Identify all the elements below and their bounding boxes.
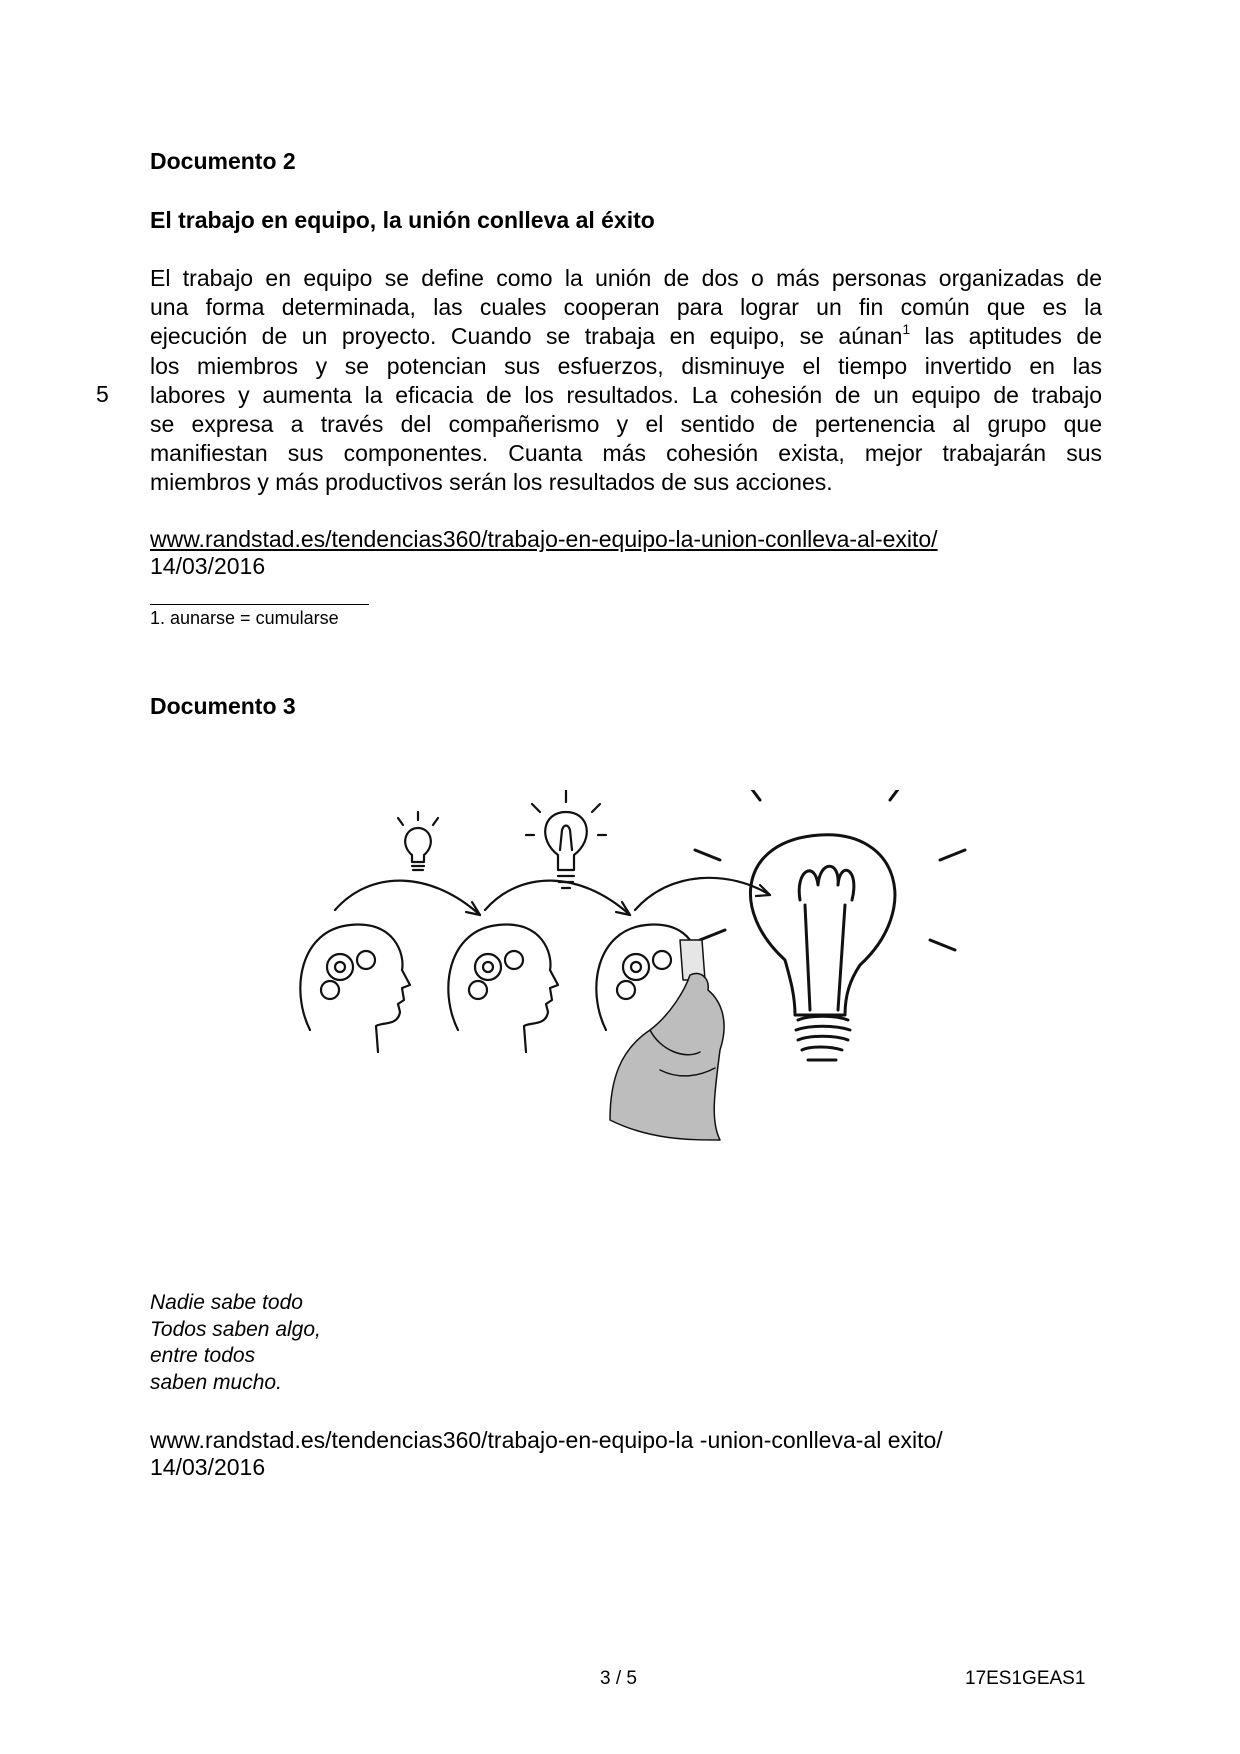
arrow-icon bbox=[335, 881, 480, 915]
paragraph-line: los miembros y se potencian sus esfuerzos, disminuye el tiempo invertido en las bbox=[150, 352, 1102, 379]
doc3-source bbox=[150, 1427, 943, 1481]
doc2-heading: Documento 2 bbox=[150, 148, 296, 174]
paragraph-line: miembros y más productivos serán los resultados de sus acciones. bbox=[150, 469, 833, 496]
hand-with-marker-icon bbox=[610, 940, 724, 1140]
paragraph-line: se expresa a través del compañerismo y el sentido de pertenencia al grupo que bbox=[150, 410, 1102, 437]
arrow-icon bbox=[485, 881, 630, 915]
doc2-title: El trabajo en equipo, la unión conlleva al éxito bbox=[150, 207, 655, 233]
quote-line: Todos saben algo, bbox=[150, 1317, 321, 1341]
doc2-source bbox=[150, 526, 938, 580]
medium-lightbulb-icon bbox=[526, 790, 606, 888]
footnote-marker: 1 bbox=[902, 320, 911, 337]
paragraph-line bbox=[150, 322, 1102, 351]
doc2-paragraph bbox=[150, 264, 1102, 498]
small-lightbulb-icon bbox=[398, 812, 438, 870]
quote-line: saben mucho. bbox=[150, 1370, 282, 1394]
paragraph-line: una forma determinada, las cuales cooperan para lograr un fin común que es la bbox=[150, 294, 1102, 321]
footnote: 1. aunarse = cumularse bbox=[150, 608, 339, 628]
doc3-quote bbox=[150, 1290, 321, 1396]
doc3-source-url: www.randstad.es/tendencias360/trabajo-en-equipo-la -union-conlleva-al exito/ bbox=[150, 1427, 943, 1453]
head-icon-1 bbox=[300, 925, 410, 1052]
doc2-source-date: 14/03/2016 bbox=[150, 553, 266, 579]
doc3-source-date: 14/03/2016 bbox=[150, 1454, 266, 1480]
paragraph-line-text: ejecución de un proyecto. Cuando se trabaja en equipo, se aúnan bbox=[150, 323, 903, 350]
document-code: 17ES1GEAS1 bbox=[965, 1668, 1086, 1689]
doc3-heading: Documento 3 bbox=[150, 693, 296, 719]
doc2-source-url[interactable]: www.randstad.es/tendencias360/trabajo-en-equipo-la-union-conlleva-al-exito/ bbox=[150, 526, 938, 552]
quote-line: entre todos bbox=[150, 1344, 256, 1367]
teamwork-illustration bbox=[290, 790, 1120, 1270]
large-lightbulb-icon bbox=[695, 790, 965, 1060]
paragraph-line: El trabajo en equipo se define como la unión de dos o más personas organizadas de bbox=[150, 265, 1102, 291]
paragraph-line: manifiestan sus componentes. Cuanta más cohesión exista, mejor trabajarán sus bbox=[150, 440, 1102, 467]
paragraph-line: labores y aumenta la eficacia de los resultados. La cohesión de un equipo de trabajo bbox=[150, 381, 1102, 408]
footnote-divider bbox=[150, 604, 369, 605]
line-number: 5 bbox=[96, 381, 109, 407]
head-icon-2 bbox=[448, 925, 558, 1052]
page-number: 3 / 5 bbox=[600, 1668, 637, 1689]
quote-line: Nadie sabe todo bbox=[150, 1291, 303, 1314]
paragraph-line-text: las aptitudes de bbox=[924, 323, 1102, 350]
